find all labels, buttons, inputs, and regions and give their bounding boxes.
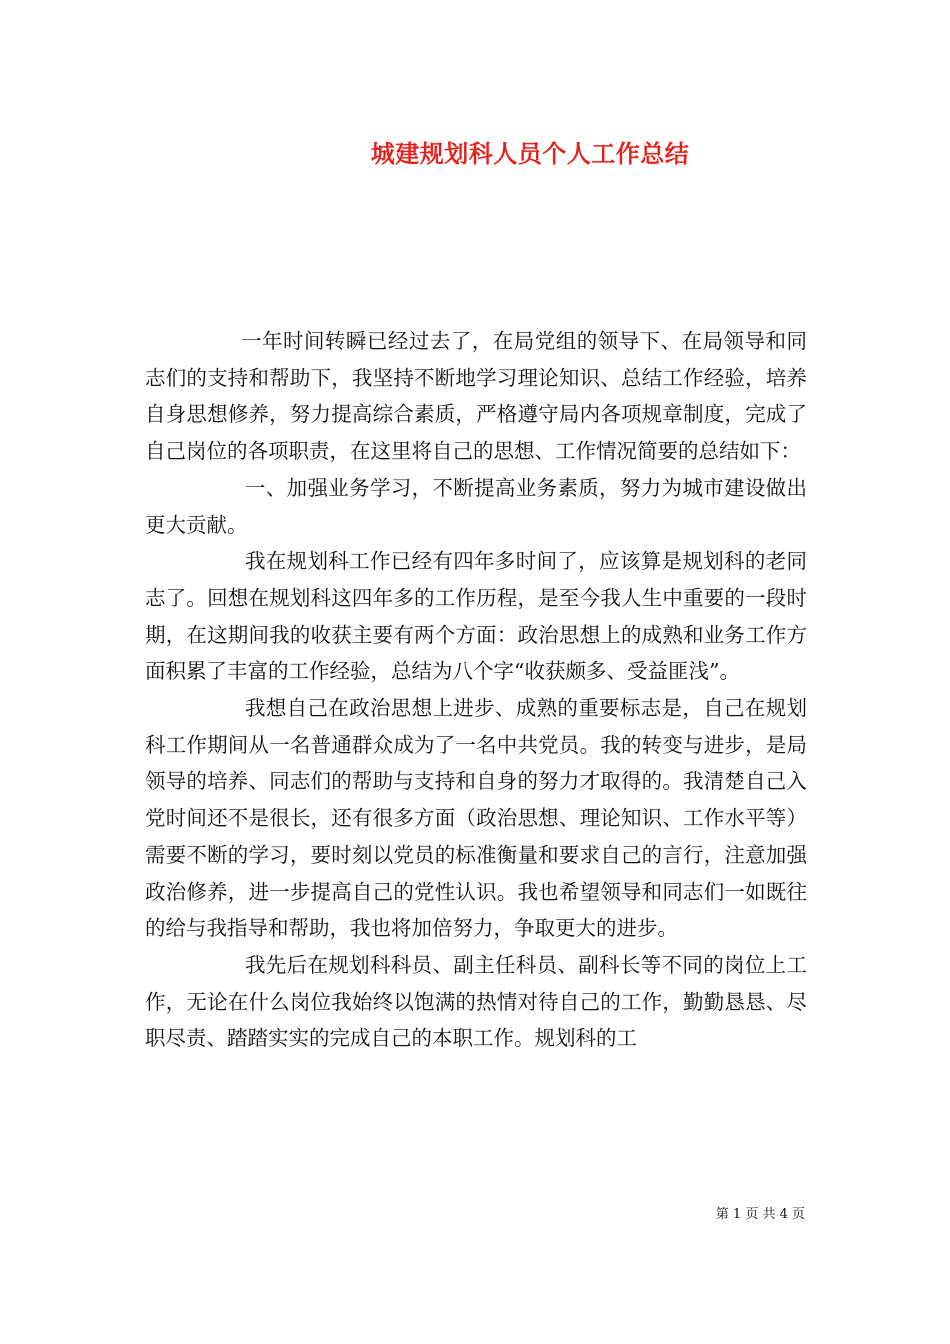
page-number-footer: 第 1 页 共 4 页 bbox=[715, 1207, 805, 1222]
document-title: 城建规划科人员个人工作总结 bbox=[370, 139, 690, 168]
paragraph-work-history: 我在规划科工作已经有四年多时间了，应该算是规划科的老同志了。回想在规划科这四年多的工作历程，是至今我人生中重要的一段时期，在这期间我的收获主要有两个方面：政治思想上的成熟和业务工作方面积累了丰富的工作经验，总结为八个字“收获颇多、受益匪浅”。 bbox=[145, 549, 807, 684]
document-body bbox=[145, 323, 807, 1057]
paragraph-section-heading: 一、加强业务学习，不断提高业务素质，努力为城市建设做出更大贡献。 bbox=[145, 475, 807, 537]
paragraph-political-growth: 我想自己在政治思想上进步、成熟的重要标志是，自己在规划科工作期间从一名普通群众成为了一名中共党员。我的转变与进步，是局领导的培养、同志们的帮助与支持和自身的努力才取得的。我清楚自己入党时间还不是很长，还有很多方面（政治思想、理论知识、工作水平等）需要不断的学习，要时刻以党员的标准衡量和要求自己的言行，注意加强政治修养，进一步提高自己的党性认识。我也希望领导和同志们一如既往的给与我指导和帮助，我也将加倍努力，争取更大的进步。 bbox=[145, 696, 807, 941]
paragraph-positions: 我先后在规划科科员、副主任科员、副科长等不同的岗位上工作，无论在什么岗位我始终以饱满的热情对待自己的工作，勤勤恳恳、尽职尽责、踏踏实实的完成自己的本职工作。规划科的工 bbox=[145, 952, 807, 1051]
paragraph-intro: 一年时间转瞬已经过去了，在局党组的领导下、在局领导和同志们的支持和帮助下，我坚持不断地学习理论知识、总结工作经验，培养自身思想修养，努力提高综合素质，严格遵守局内各项规章制度，完成了自己岗位的各项职责，在这里将自己的思想、工作情况简要的总结如下： bbox=[145, 329, 807, 464]
